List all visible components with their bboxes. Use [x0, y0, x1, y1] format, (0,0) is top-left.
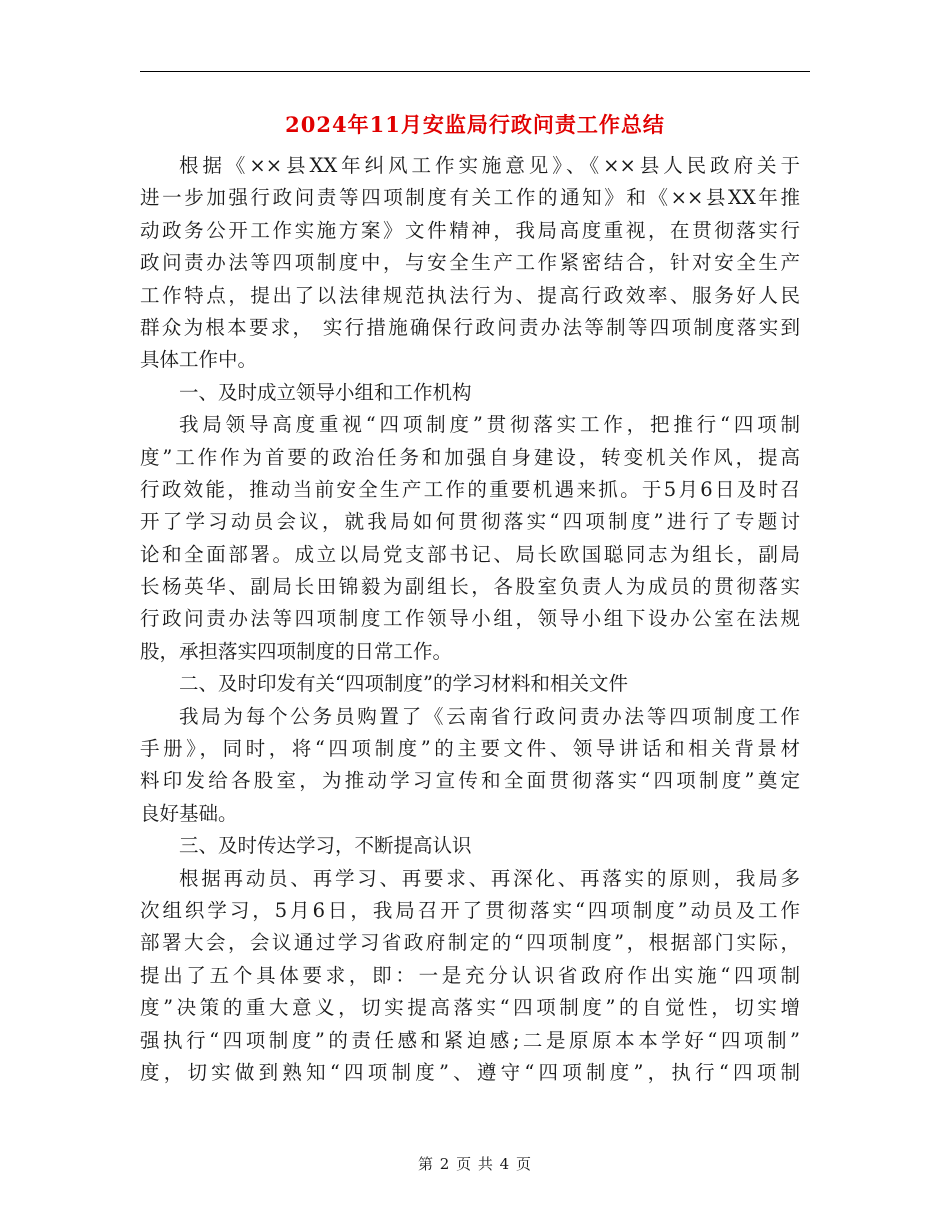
body-line: 我局领导高度重视“四项制度”贯彻落实工作，把推行“四项制 [179, 413, 800, 437]
document-title: 2024年11月安监局行政问责工作总结 [285, 112, 665, 137]
body-line: 强执行“四项制度”的责任感和紧迫感;二是原原本本学好“四项制” [140, 1028, 800, 1052]
body-line: 行政问责办法等四项制度工作领导小组，领导小组下设办公室在法规 [140, 607, 800, 631]
body-line: 度，切实做到熟知“四项制度”、遵守“四项制度”，执行“四项制 [140, 1060, 800, 1084]
body-line: 次组织学习，5月6日，我局召开了贯彻落实“四项制度”动员及工作 [140, 898, 800, 922]
body-line: 我局为每个公务员购置了《云南省行政问责办法等四项制度工作 [179, 704, 800, 728]
body-line: 根据《××县XX年纠风工作实施意见》、《××县人民政府关于 [179, 154, 800, 177]
body-line: 开了学习动员会议，就我局如何贯彻落实“四项制度”进行了专题讨 [140, 510, 800, 534]
body-line: 二、及时印发有关“四项制度”的学习材料和相关文件 [179, 672, 628, 696]
body-line: 根据再动员、再学习、再要求、再深化、再落实的原则，我局多 [179, 866, 800, 890]
body-line: 工作特点，提出了以法律规范执法行为、提高行政效率、服务好人民 [140, 283, 800, 307]
body-line: 群众为根本要求， 实行措施确保行政问责办法等制等四项制度落实到 [140, 315, 800, 339]
body-line: 具体工作中。 [140, 348, 258, 372]
body-line: 进一步加强行政问责等四项制度有关工作的通知》和《××县XX年推 [140, 186, 800, 210]
body-line: 一、及时成立领导小组和工作机构 [179, 380, 472, 404]
body-line: 料印发给各股室，为推动学习宣传和全面贯彻落实“四项制度”奠定 [140, 769, 800, 793]
page-footer: 第 2 页 共 4 页 [418, 1155, 532, 1173]
body-line: 提出了五个具体要求，即：一是充分认识省政府作出实施“四项制 [140, 963, 800, 987]
header-rule [140, 71, 810, 72]
body-line: 三、及时传达学习，不断提高认识 [179, 834, 472, 858]
body-line: 部署大会，会议通过学习省政府制定的“四项制度”，根据部门实际， [140, 931, 800, 955]
document-body [140, 150, 800, 1089]
body-line: 动政务公开工作实施方案》文件精神，我局高度重视，在贯彻落实行 [140, 218, 800, 242]
body-line: 政问责办法等四项制度中，与安全生产工作紧密结合，针对安全生产 [140, 251, 800, 275]
body-line: 股，承担落实四项制度的日常工作。 [140, 639, 453, 663]
body-line: 度”工作作为首要的政治任务和加强自身建设，转变机关作风，提高 [140, 445, 800, 469]
body-line: 良好基础。 [140, 801, 238, 825]
body-line: 行政效能，推动当前安全生产工作的重要机遇来抓。于5月6日及时召 [140, 477, 800, 501]
body-line: 长杨英华、副局长田锦毅为副组长，各股室负责人为成员的贯彻落实 [140, 575, 800, 599]
body-line: 论和全面部署。成立以局党支部书记、局长欧国聪同志为组长，副局 [140, 542, 800, 566]
body-line: 度”决策的重大意义，切实提高落实“四项制度”的自觉性，切实增 [140, 996, 800, 1020]
body-line: 手册》，同时，将“四项制度”的主要文件、领导讲话和相关背景材 [140, 737, 800, 761]
